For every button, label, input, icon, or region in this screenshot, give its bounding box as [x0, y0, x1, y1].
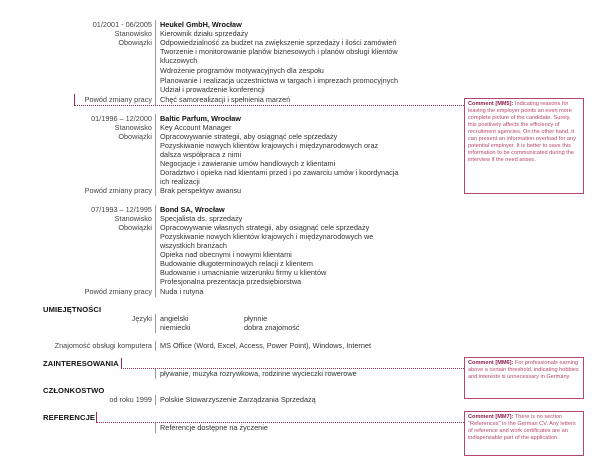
comment-mm6-text: For professionals earning above a certain threshold, indicating hobbies and interests is unnecessary in Germany.	[468, 360, 579, 380]
job1-duty: Tworzenie i monitorowanie planów biznesowych i planów obsługi klientów	[160, 47, 398, 56]
job2-divider	[155, 114, 156, 196]
interests-text: pływanie, muzyka rozrywkowa, rodzinne wycieczki rowerowe	[160, 369, 357, 378]
computer-label: Znajomość obsługi komputera	[54, 341, 152, 350]
job2-duty: Pozyskiwanie nowych klientów krajowych i międzynarodowych oraz	[160, 141, 379, 150]
references-divider	[155, 423, 156, 433]
job1-dates: 01/2001 - 06/2005	[92, 20, 152, 29]
job3-duty: wszystkich branżach	[160, 241, 227, 250]
comment-mm7-tag: Comment [MM7]:	[468, 414, 514, 420]
job3-dates: 07/1993 – 12/1995	[91, 205, 152, 214]
job3-duty: Profesjonalna prezentacja przedsiębiorstwa	[160, 277, 302, 286]
comment-mm5-text: Indicating reasons for leaving the employer points an even more complete picture of the candidate. Surely, this positively affects the efficiency of recruitment agencies. On the other hand, it can present an information overload for any potential employer. It is better to save this information to be communicated during the interview if the need arises.	[468, 101, 576, 163]
job3-duty: Opracowywanie własnych strategii, aby osiągnąć cele sprzedaży	[160, 223, 370, 232]
job2-position-label: Stanowisko	[114, 123, 152, 132]
comment-mm5-connector	[74, 105, 464, 106]
job2-duty: Opracowywanie strategii, aby osiągnąć cele sprzedaży	[160, 132, 338, 141]
comment-mm5-tag: Comment [MM5]:	[468, 101, 514, 107]
interests-divider	[155, 369, 156, 379]
language-name: niemiecki	[160, 323, 191, 332]
language-name: angielski	[160, 314, 189, 323]
interests-heading: ZAINTERESOWANIA	[43, 359, 119, 368]
job2-duty: dalsza współpraca z nimi	[160, 150, 242, 159]
membership-divider	[155, 395, 156, 405]
computer-skills: MS Office (Word, Excel, Access, Power Point), Windows, Internet	[160, 341, 372, 350]
job3-duties-label: Obowiązki	[118, 223, 152, 232]
job2-duty: Doradztwo i opieka nad klientami przed i po zawarciu umów i koordynacja	[160, 168, 399, 177]
job3-divider	[155, 205, 156, 297]
job1-position: Kierownik działu sprzedaży	[160, 29, 249, 38]
job1-duty: kluczowych	[160, 56, 198, 65]
job2-duties-label: Obowiązki	[118, 132, 152, 141]
computer-divider	[155, 341, 156, 351]
job1-divider	[155, 20, 156, 106]
job1-duty: Planowanie i realizacja uczestnictwa w targach i imprezach promocyjnych	[160, 76, 399, 85]
language-level: płynnie	[244, 314, 268, 323]
comment-mm6-anchor	[121, 358, 122, 368]
language-level: dobra znajomość	[244, 323, 300, 332]
job2-reason-label: Powód zmiany pracy	[84, 186, 152, 195]
job2-position: Key Account Manager	[160, 123, 232, 132]
job2-duty: ich realizacji	[160, 177, 200, 186]
job2-dates: 01/1996 – 12/2000	[91, 114, 152, 123]
membership-label: od roku 1999	[109, 395, 152, 404]
comment-mm6-tag: Comment [MM6]:	[468, 360, 514, 366]
job3-reason-label: Powód zmiany pracy	[84, 287, 152, 296]
job2-duty: Negocjacje i zawieranie umów handlowych z klientami	[160, 159, 336, 168]
comment-mm5[interactable]	[464, 98, 584, 194]
skills-heading: UMIEJĘTNOŚCI	[43, 305, 102, 314]
job1-duties-label: Obowiązki	[118, 38, 152, 47]
comment-mm6[interactable]	[464, 357, 584, 399]
job3-duty: Budowanie i umacnianie wizerunku firmy u klientów	[160, 268, 327, 277]
comment-mm7[interactable]	[464, 411, 584, 456]
job3-company: Bond SA, Wrocław	[160, 205, 225, 214]
job2-reason: Brak perspektyw awansu	[160, 186, 242, 195]
comment-mm7-text: There is no section "References" in the German CV. Any letters of reference and work certificates are an indispensable part of the application.	[468, 414, 576, 441]
job1-position-label: Stanowisko	[114, 29, 152, 38]
job1-reason: Chęć samorealizacji i spełnienia marzeń	[160, 95, 291, 104]
job3-duty: Budowanie długoterminowych relacji z klientem	[160, 259, 313, 268]
membership-text: Polskie Stowarzyszenie Zarządzania Sprzedażą	[160, 395, 316, 404]
job1-duty: Odpowiedzialność za budżet na zwiększenie sprzedaży i ilości zamówień	[160, 38, 397, 47]
job3-duty: Opieka nad obecnymi i nowymi klientami	[160, 250, 292, 259]
job3-reason: Nuda i rutyna	[160, 287, 204, 296]
job1-duty: Udział i prowadzenie konferencji	[160, 85, 265, 94]
job1-reason-label: Powód zmiany pracy	[84, 95, 152, 104]
languages-divider	[155, 314, 156, 333]
job3-position-label: Stanowisko	[114, 214, 152, 223]
job3-duty: Pozyskiwanie nowych klientów krajowych i międzynarodowych we	[160, 232, 374, 241]
job1-company: Heukel GmbH, Wrocław	[160, 20, 242, 29]
job1-duty: Wdrożenie programów motywacyjnych dla zespołu	[160, 66, 324, 75]
comment-mm7-anchor	[96, 412, 97, 422]
job2-company: Baltic Parfum, Wrocław	[160, 114, 241, 123]
comment-mm7-connector	[96, 422, 464, 423]
job3-position: Specjalista ds. sprzedaży	[160, 214, 243, 223]
references-heading: REFERENCJE	[43, 413, 96, 422]
references-text: Referencje dostępne na życzenie	[160, 423, 268, 432]
comment-mm5-anchor-start	[74, 94, 75, 105]
languages-label: Języki	[131, 314, 152, 323]
membership-heading: CZŁONKOSTWO	[43, 386, 105, 395]
